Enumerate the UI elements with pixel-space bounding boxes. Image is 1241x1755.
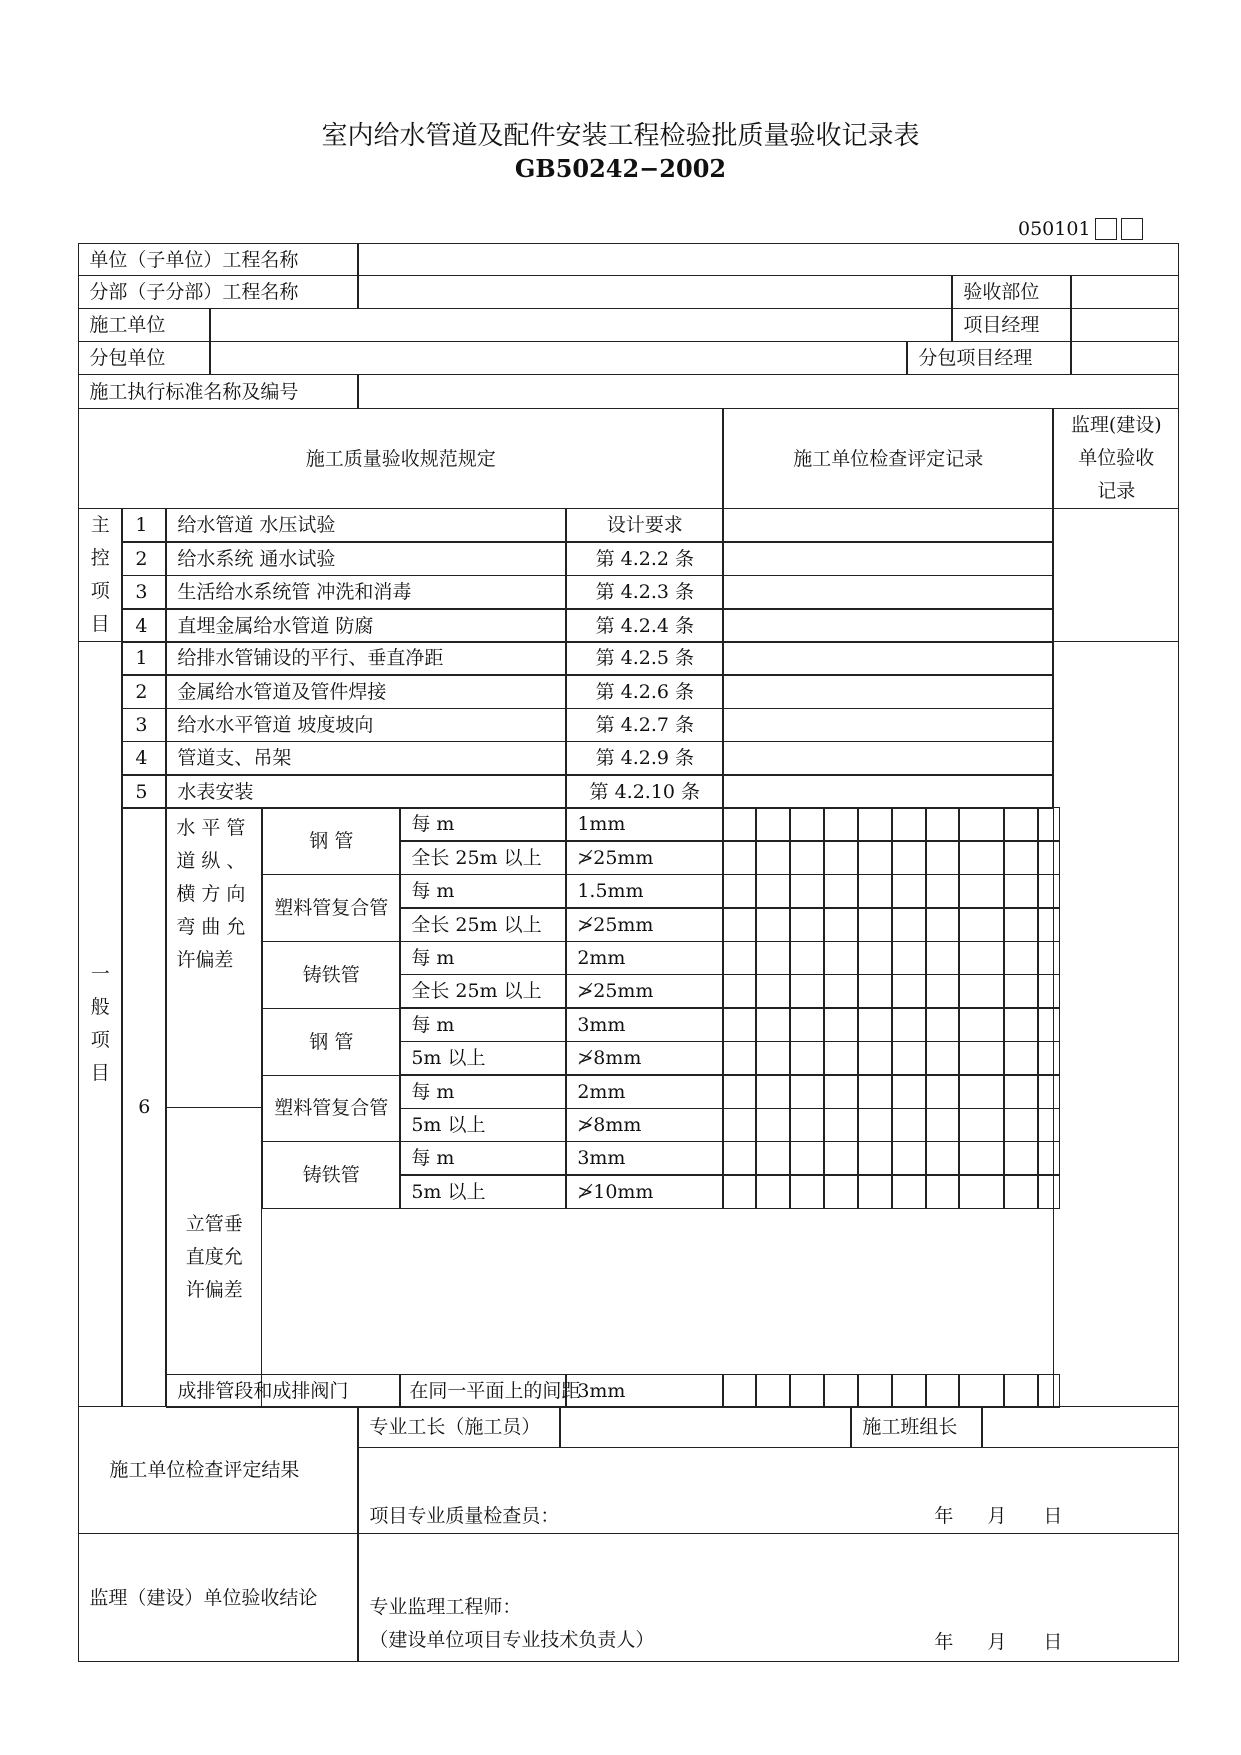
vertical-check-box[interactable] xyxy=(959,1175,1004,1209)
item6-number: 6 xyxy=(122,807,166,1407)
horizontal-tolerance-value: ≯25mm xyxy=(566,974,723,1008)
horizontal-check-box[interactable] xyxy=(926,874,959,908)
form-code xyxy=(1018,216,1143,242)
horizontal-tolerance-condition: 全长 25m 以上 xyxy=(400,974,566,1008)
main-item-requirement: 设计要求 xyxy=(566,508,723,542)
general-item-check-record[interactable] xyxy=(723,708,1053,742)
vertical-tolerance-value: ≯10mm xyxy=(566,1175,723,1209)
horizontal-check-box[interactable] xyxy=(858,807,892,841)
vertical-check-box[interactable] xyxy=(858,1075,892,1109)
horizontal-tolerance-value: ≯25mm xyxy=(566,841,723,875)
horizontal-check-box[interactable] xyxy=(1004,974,1038,1008)
horizontal-check-box[interactable] xyxy=(1004,874,1038,908)
construction-date-day: 日 xyxy=(1043,1505,1063,1528)
general-item-name: 给排水管铺设的平行、垂直净距 xyxy=(166,641,566,675)
vertical-check-box[interactable] xyxy=(790,1108,824,1142)
vertical-check-box[interactable] xyxy=(926,1175,959,1209)
general-item-check-record[interactable] xyxy=(723,741,1053,775)
vertical-check-box[interactable] xyxy=(1038,1175,1060,1209)
general-item-number: 4 xyxy=(122,741,166,775)
horizontal-check-box[interactable] xyxy=(824,807,858,841)
horizontal-check-box[interactable] xyxy=(1038,841,1060,875)
vertical-check-box[interactable] xyxy=(858,1041,892,1075)
spec-header: 施工质量验收规范规定 xyxy=(78,408,723,509)
vertical-check-box[interactable] xyxy=(756,1008,790,1042)
construction-unit-label: 施工单位 xyxy=(78,308,210,342)
horizontal-check-box[interactable] xyxy=(858,874,892,908)
horizontal-check-box[interactable] xyxy=(790,841,824,875)
horizontal-check-box[interactable] xyxy=(1038,974,1060,1008)
vertical-tolerance-value: ≯8mm xyxy=(566,1108,723,1142)
vertical-tolerance-condition: 每 m xyxy=(400,1075,566,1109)
general-item-name: 金属给水管道及管件焊接 xyxy=(166,675,566,709)
valves-check-box[interactable] xyxy=(892,1374,926,1408)
horizontal-check-box[interactable] xyxy=(756,841,790,875)
owner-label: （建设单位项目专业技术负责人） xyxy=(369,1629,655,1652)
construction-date-month: 月 xyxy=(987,1505,1007,1528)
vertical-check-box[interactable] xyxy=(723,1075,756,1109)
horizontal-check-box[interactable] xyxy=(1038,874,1060,908)
vertical-check-box[interactable] xyxy=(824,1008,858,1042)
main-item-requirement: 第 4.2.2 条 xyxy=(566,542,723,576)
vertical-check-box[interactable] xyxy=(892,1008,926,1042)
project-manager-label: 项目经理 xyxy=(952,308,1071,342)
standard-code: GB50242−2002 xyxy=(514,154,727,183)
horizontal-check-box[interactable] xyxy=(959,874,1004,908)
valves-check-box[interactable] xyxy=(926,1374,959,1408)
horizontal-check-box[interactable] xyxy=(723,874,756,908)
horizontal-pipe-type: 塑料管复合管 xyxy=(262,874,400,942)
horizontal-check-box[interactable] xyxy=(824,974,858,1008)
vertical-check-box[interactable] xyxy=(892,1075,926,1109)
vertical-check-box[interactable] xyxy=(892,1108,926,1142)
foreman-label: 专业工长（施工员） xyxy=(358,1406,560,1448)
horizontal-check-box[interactable] xyxy=(723,974,756,1008)
team-leader-label: 施工班组长 xyxy=(851,1406,982,1448)
horizontal-check-box[interactable] xyxy=(756,941,790,975)
horizontal-check-box[interactable] xyxy=(1038,941,1060,975)
general-item-check-record[interactable] xyxy=(723,675,1053,709)
horizontal-check-box[interactable] xyxy=(723,908,756,942)
horizontal-check-box[interactable] xyxy=(1004,841,1038,875)
general-item-name: 管道支、吊架 xyxy=(166,741,566,775)
valves-check-box[interactable] xyxy=(1038,1374,1060,1408)
horizontal-check-box[interactable] xyxy=(892,908,926,942)
main-item-name: 生活给水系统管 冲洗和消毒 xyxy=(166,575,566,609)
vertical-check-box[interactable] xyxy=(756,1108,790,1142)
acceptance-part-value[interactable] xyxy=(1071,275,1179,309)
general-item-number: 1 xyxy=(122,641,166,675)
vertical-tolerance-value: ≯8mm xyxy=(566,1041,723,1075)
horizontal-check-box[interactable] xyxy=(959,908,1004,942)
vertical-check-box[interactable] xyxy=(723,1108,756,1142)
horizontal-check-box[interactable] xyxy=(1038,908,1060,942)
main-item-name: 直埋金属给水管道 防腐 xyxy=(166,609,566,643)
main-item-number: 1 xyxy=(122,508,166,542)
subcontract-manager-value[interactable] xyxy=(1071,341,1179,375)
horizontal-check-box[interactable] xyxy=(723,941,756,975)
general-item-number: 3 xyxy=(122,708,166,742)
horizontal-check-box[interactable] xyxy=(892,874,926,908)
horizontal-check-box[interactable] xyxy=(723,841,756,875)
vertical-check-box[interactable] xyxy=(858,1141,892,1175)
horizontal-check-box[interactable] xyxy=(790,908,824,942)
horizontal-tolerance-value: 2mm xyxy=(566,941,723,975)
unit-project-label: 单位（子单位）工程名称 xyxy=(78,243,358,276)
vertical-check-box[interactable] xyxy=(892,1141,926,1175)
general-item-requirement: 第 4.2.10 条 xyxy=(566,775,723,809)
horizontal-check-box[interactable] xyxy=(926,908,959,942)
horizontal-check-box[interactable] xyxy=(926,941,959,975)
horizontal-check-box[interactable] xyxy=(926,807,959,841)
vertical-tolerance-condition: 5m 以上 xyxy=(400,1175,566,1209)
horizontal-check-box[interactable] xyxy=(824,941,858,975)
vertical-check-box[interactable] xyxy=(756,1175,790,1209)
horizontal-deviation-label: 水 平 管 道 纵 、 横 方 向 弯 曲 允 许偏差 xyxy=(166,807,262,1108)
vertical-check-box[interactable] xyxy=(723,1008,756,1042)
horizontal-check-box[interactable] xyxy=(756,974,790,1008)
main-item-number: 3 xyxy=(122,575,166,609)
valves-check-box[interactable] xyxy=(756,1374,790,1408)
horizontal-check-box[interactable] xyxy=(892,841,926,875)
main-item-check-record[interactable] xyxy=(723,575,1053,609)
main-items-group-label: 主 控 项 目 xyxy=(78,508,122,642)
supervision-header-line1: 监理(建设) xyxy=(1070,414,1162,437)
horizontal-tolerance-value: ≯25mm xyxy=(566,908,723,942)
horizontal-check-box[interactable] xyxy=(1004,908,1038,942)
vertical-tolerance-condition: 5m 以上 xyxy=(400,1108,566,1142)
horizontal-check-box[interactable] xyxy=(790,974,824,1008)
vertical-check-box[interactable] xyxy=(926,1041,959,1075)
form-title: 室内给水管道及配件安装工程检验批质量验收记录表 xyxy=(321,121,920,151)
general-item-requirement: 第 4.2.5 条 xyxy=(566,641,723,675)
vertical-check-box[interactable] xyxy=(926,1008,959,1042)
construction-date-year: 年 xyxy=(934,1505,954,1528)
vertical-check-box[interactable] xyxy=(959,1008,1004,1042)
valves-item: 成排管段和成排阀门 xyxy=(166,1374,400,1408)
unit-project-value[interactable] xyxy=(358,243,1179,276)
main-item-requirement: 第 4.2.4 条 xyxy=(566,609,723,643)
general-items-supervision[interactable] xyxy=(1053,641,1179,1407)
vertical-check-box[interactable] xyxy=(959,1041,1004,1075)
vertical-check-box[interactable] xyxy=(723,1041,756,1075)
horizontal-check-box[interactable] xyxy=(858,974,892,1008)
valves-check-box[interactable] xyxy=(824,1374,858,1408)
form-code-number: 050101 xyxy=(1018,218,1091,240)
horizontal-check-box[interactable] xyxy=(1004,807,1038,841)
general-item-requirement: 第 4.2.7 条 xyxy=(566,708,723,742)
supervision-header xyxy=(1053,408,1179,509)
team-leader-value[interactable] xyxy=(982,1406,1179,1448)
valves-check-box[interactable] xyxy=(959,1374,1004,1408)
standard-label: 施工执行标准名称及编号 xyxy=(78,374,358,409)
general-item-name: 水表安装 xyxy=(166,775,566,809)
vertical-check-box[interactable] xyxy=(858,1108,892,1142)
vertical-check-box[interactable] xyxy=(926,1141,959,1175)
supervision-date-day: 日 xyxy=(1043,1631,1063,1654)
acceptance-part-label: 验收部位 xyxy=(952,275,1071,309)
check-record-header: 施工单位检查评定记录 xyxy=(723,408,1053,509)
vertical-pipe-type: 钢 管 xyxy=(262,1008,400,1076)
vertical-check-box[interactable] xyxy=(1004,1108,1038,1142)
horizontal-check-box[interactable] xyxy=(756,807,790,841)
horizontal-check-box[interactable] xyxy=(824,841,858,875)
horizontal-check-box[interactable] xyxy=(926,974,959,1008)
horizontal-check-box[interactable] xyxy=(756,874,790,908)
vertical-tolerance-value: 2mm xyxy=(566,1075,723,1109)
vertical-check-box[interactable] xyxy=(756,1041,790,1075)
vertical-check-box[interactable] xyxy=(1004,1075,1038,1109)
horizontal-tolerance-condition: 每 m xyxy=(400,941,566,975)
horizontal-check-box[interactable] xyxy=(824,874,858,908)
horizontal-check-box[interactable] xyxy=(892,941,926,975)
foreman-value[interactable] xyxy=(560,1406,851,1448)
vertical-check-box[interactable] xyxy=(723,1141,756,1175)
form-code-box-1[interactable] xyxy=(1095,218,1117,240)
supervision-date-year: 年 xyxy=(934,1631,954,1654)
vertical-check-box[interactable] xyxy=(1038,1008,1060,1042)
construction-result-area[interactable] xyxy=(358,1447,1179,1534)
vertical-check-box[interactable] xyxy=(824,1141,858,1175)
horizontal-check-box[interactable] xyxy=(959,807,1004,841)
valves-value: 3mm xyxy=(566,1374,723,1408)
engineer-label: 专业监理工程师： xyxy=(369,1596,522,1619)
supervision-result-label: 监理（建设）单位验收结论 xyxy=(78,1533,358,1662)
valves-condition: 在同一平面上的间距 xyxy=(400,1374,566,1408)
vertical-check-box[interactable] xyxy=(926,1075,959,1109)
vertical-check-box[interactable] xyxy=(892,1175,926,1209)
subcontract-unit-label: 分包单位 xyxy=(78,341,210,375)
main-item-requirement: 第 4.2.3 条 xyxy=(566,575,723,609)
vertical-check-box[interactable] xyxy=(1004,1175,1038,1209)
sub-project-label: 分部（子分部）工程名称 xyxy=(78,275,358,309)
main-item-number: 2 xyxy=(122,542,166,576)
vertical-tolerance-value: 3mm xyxy=(566,1141,723,1175)
main-item-check-record[interactable] xyxy=(723,542,1053,576)
vertical-check-box[interactable] xyxy=(790,1008,824,1042)
horizontal-check-box[interactable] xyxy=(858,908,892,942)
general-items-group-label: 一 般 项 目 xyxy=(78,641,122,1407)
vertical-check-box[interactable] xyxy=(959,1075,1004,1109)
vertical-check-box[interactable] xyxy=(756,1075,790,1109)
vertical-check-box[interactable] xyxy=(858,1175,892,1209)
vertical-check-box[interactable] xyxy=(1038,1141,1060,1175)
horizontal-check-box[interactable] xyxy=(824,908,858,942)
vertical-check-box[interactable] xyxy=(824,1075,858,1109)
vertical-check-box[interactable] xyxy=(1038,1041,1060,1075)
horizontal-tolerance-condition: 每 m xyxy=(400,807,566,841)
main-items-supervision[interactable] xyxy=(1053,508,1179,642)
vertical-tolerance-condition: 5m 以上 xyxy=(400,1041,566,1075)
horizontal-check-box[interactable] xyxy=(756,908,790,942)
horizontal-tolerance-condition: 每 m xyxy=(400,874,566,908)
supervision-header-line2: 单位验收 xyxy=(1078,447,1155,470)
vertical-check-box[interactable] xyxy=(790,1141,824,1175)
horizontal-tolerance-value: 1mm xyxy=(566,807,723,841)
general-item-name: 给水水平管道 坡度坡向 xyxy=(166,708,566,742)
horizontal-check-box[interactable] xyxy=(790,807,824,841)
horizontal-pipe-type: 铸铁管 xyxy=(262,941,400,1009)
supervision-header-line3: 记录 xyxy=(1097,480,1136,503)
vertical-check-box[interactable] xyxy=(1004,1141,1038,1175)
vertical-pipe-type: 铸铁管 xyxy=(262,1141,400,1209)
vertical-check-box[interactable] xyxy=(1038,1075,1060,1109)
general-item-requirement: 第 4.2.9 条 xyxy=(566,741,723,775)
sub-project-value[interactable] xyxy=(358,275,952,309)
horizontal-check-box[interactable] xyxy=(959,841,1004,875)
horizontal-tolerance-condition: 全长 25m 以上 xyxy=(400,841,566,875)
vertical-check-box[interactable] xyxy=(959,1108,1004,1142)
vertical-check-box[interactable] xyxy=(790,1175,824,1209)
standard-value[interactable] xyxy=(358,374,1179,409)
horizontal-check-box[interactable] xyxy=(790,941,824,975)
horizontal-check-box[interactable] xyxy=(790,874,824,908)
main-item-check-record[interactable] xyxy=(723,508,1053,542)
main-item-number: 4 xyxy=(122,609,166,643)
horizontal-check-box[interactable] xyxy=(858,941,892,975)
horizontal-check-box[interactable] xyxy=(892,974,926,1008)
horizontal-check-box[interactable] xyxy=(1004,941,1038,975)
general-item-requirement: 第 4.2.6 条 xyxy=(566,675,723,709)
subcontract-manager-label: 分包项目经理 xyxy=(907,341,1071,375)
general-item-check-record[interactable] xyxy=(723,641,1053,675)
main-item-name: 给水管道 水压试验 xyxy=(166,508,566,542)
main-item-name: 给水系统 通水试验 xyxy=(166,542,566,576)
vertical-check-box[interactable] xyxy=(959,1141,1004,1175)
horizontal-tolerance-condition: 全长 25m 以上 xyxy=(400,908,566,942)
vertical-check-box[interactable] xyxy=(824,1041,858,1075)
horizontal-check-box[interactable] xyxy=(858,841,892,875)
horizontal-check-box[interactable] xyxy=(959,974,1004,1008)
vertical-tolerance-value: 3mm xyxy=(566,1008,723,1042)
project-manager-value[interactable] xyxy=(1071,308,1179,342)
valves-check-box[interactable] xyxy=(858,1374,892,1408)
general-item-number: 2 xyxy=(122,675,166,709)
inspector-label: 项目专业质量检查员： xyxy=(369,1505,560,1528)
valves-check-box[interactable] xyxy=(1004,1374,1038,1408)
supervision-date-month: 月 xyxy=(987,1631,1007,1654)
vertical-check-box[interactable] xyxy=(824,1108,858,1142)
horizontal-check-box[interactable] xyxy=(926,841,959,875)
vertical-check-box[interactable] xyxy=(723,1175,756,1209)
vertical-check-box[interactable] xyxy=(1004,1008,1038,1042)
supervision-result-area[interactable] xyxy=(358,1533,1179,1662)
vertical-check-box[interactable] xyxy=(1004,1041,1038,1075)
vertical-check-box[interactable] xyxy=(926,1108,959,1142)
construction-unit-value[interactable] xyxy=(210,308,952,342)
construction-result-label: 施工单位检查评定结果 xyxy=(78,1406,358,1534)
main-item-check-record[interactable] xyxy=(723,609,1053,643)
subcontract-unit-value[interactable] xyxy=(210,341,907,375)
horizontal-pipe-type: 钢 管 xyxy=(262,807,400,875)
general-item-number: 5 xyxy=(122,775,166,809)
form-code-box-2[interactable] xyxy=(1121,218,1143,240)
vertical-check-box[interactable] xyxy=(824,1175,858,1209)
horizontal-check-box[interactable] xyxy=(959,941,1004,975)
horizontal-check-box[interactable] xyxy=(1038,807,1060,841)
vertical-tolerance-condition: 每 m xyxy=(400,1008,566,1042)
valves-check-box[interactable] xyxy=(790,1374,824,1408)
horizontal-check-box[interactable] xyxy=(723,807,756,841)
general-item-check-record[interactable] xyxy=(723,775,1053,809)
form-grid xyxy=(79,244,1179,1654)
vertical-check-box[interactable] xyxy=(858,1008,892,1042)
horizontal-tolerance-value: 1.5mm xyxy=(566,874,723,908)
vertical-check-box[interactable] xyxy=(790,1075,824,1109)
vertical-check-box[interactable] xyxy=(1038,1108,1060,1142)
vertical-check-box[interactable] xyxy=(892,1041,926,1075)
vertical-tolerance-condition: 每 m xyxy=(400,1141,566,1175)
vertical-pipe-type: 塑料管复合管 xyxy=(262,1075,400,1143)
vertical-check-box[interactable] xyxy=(756,1141,790,1175)
horizontal-check-box[interactable] xyxy=(892,807,926,841)
valves-check-box[interactable] xyxy=(723,1374,756,1408)
vertical-check-box[interactable] xyxy=(790,1041,824,1075)
vertical-deviation-label: 立管垂 直度允 许偏差 xyxy=(166,1107,262,1408)
